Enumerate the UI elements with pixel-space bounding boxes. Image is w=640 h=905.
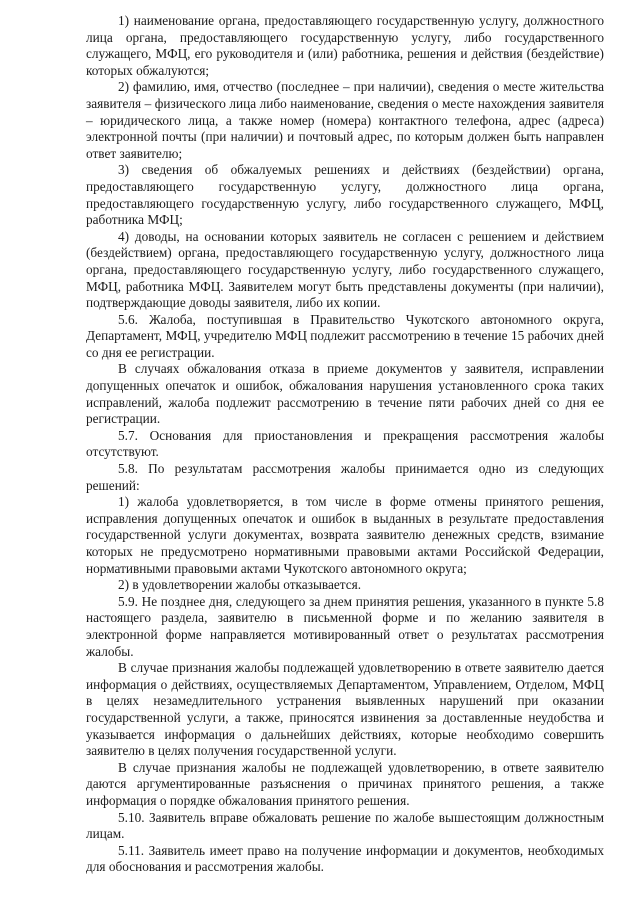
- paragraph-5-9: 5.9. Не позднее дня, следующего за днем принятия решения, указанного в пункте 5.8 настоящего раздела, заявителю в письменной форме и по желанию заявителя в электронной форме направляется мотивированный ответ о результатах рассмотрения жалобы.: [86, 593, 604, 659]
- paragraph-item-2: 2) фамилию, имя, отчество (последнее – при наличии), сведения о месте жительства заявителя – физического лица либо наименование, сведения о месте нахождения заявителя – юридического лица, а также номер (номера) контактного телефона, адрес (адреса) электронной почты (при наличии) и почтовый адрес, по которым должен быть направлен ответ заявителю;: [86, 79, 604, 161]
- paragraph-item-4: 4) доводы, на основании которых заявитель не согласен с решением и действием (бездействием) органа, предоставляющего государственную услугу, должностного лица органа, предоставляющего государственную услугу, либо государственного служащего, МФЦ, работника МФЦ. Заявителем могут быть представлены документы (при наличии), подтверждающие доводы заявителя, либо их копии.: [86, 228, 604, 311]
- paragraph-decision-2: 2) в удовлетворении жалобы отказывается.: [118, 577, 362, 593]
- paragraph-refusal-cases: В случаях обжалования отказа в приеме документов у заявителя, исправлении допущенных опечаток и ошибок, обжалования нарушения установленного срока таких исправлений, жалоба подлежит рассмотрению в течение пяти рабочих дней со дня ее регистрации.: [86, 361, 604, 427]
- paragraph-item-1: 1) наименование органа, предоставляющего государственную услугу, должностного лица органа, предоставляющего государственную услугу, либо государственного служащего, МФЦ, его руководителя и (или) работника, решения и действия (бездействие) которых обжалуются;: [86, 13, 604, 78]
- paragraph-5-11: 5.11. Заявитель имеет право на получение информации и документов, необходимых для обоснования и рассмотрения жалобы.: [86, 842, 604, 875]
- paragraph-5-10: 5.10. Заявитель вправе обжаловать решение по жалобе вышестоящим должностным лицам.: [86, 809, 604, 842]
- paragraph-5-7: 5.7. Основания для приостановления и прекращения рассмотрения жалобы отсутствуют.: [86, 427, 604, 460]
- paragraph-decision-1: 1) жалоба удовлетворяется, в том числе в форме отмены принятого решения, исправления допущенных опечаток и ошибок в выданных в результате предоставления государственной услуги документах, возврата заявителю денежных средств, взимание которых не предусмотрено нормативными правовыми актами Российской Федерации, нормативными правовыми актами Чукотского автономного округа;: [86, 494, 604, 576]
- paragraph-rejected-case: В случае признания жалобы не подлежащей удовлетворению, в ответе заявителю даются аргументированные разъяснения о причинах принятого решения, а также информация о порядке обжалования принятого решения.: [86, 759, 604, 808]
- document-page: [86, 13, 604, 876]
- paragraph-5-6: 5.6. Жалоба, поступившая в Правительство Чукотского автономного округа, Департамент, МФЦ, учредителю МФЦ подлежит рассмотрению в течение 15 рабочих дней со дня ее регистрации.: [86, 311, 604, 360]
- paragraph-5-8: 5.8. По результатам рассмотрения жалобы принимается одно из следующих решений:: [86, 461, 604, 493]
- paragraph-item-3: 3) сведения об обжалуемых решениях и действиях (бездействии) органа, предоставляющего государственную услугу, должностного лица органа, предоставляющего государственную услугу, либо государственного служащего, МФЦ, работника МФЦ;: [86, 162, 604, 228]
- paragraph-satisfied-case: В случае признания жалобы подлежащей удовлетворению в ответе заявителю дается информация о действиях, осуществляемых Департаментом, Управлением, Отделом, МФЦ в целях незамедлительного устранения выявленных нарушений при оказании государственной услуги, а также, приносятся извинения за доставленные неудобства и указывается информация о дальнейших действиях, которые необходимо совершить заявителю в целях получения государственной услуги.: [86, 660, 604, 759]
